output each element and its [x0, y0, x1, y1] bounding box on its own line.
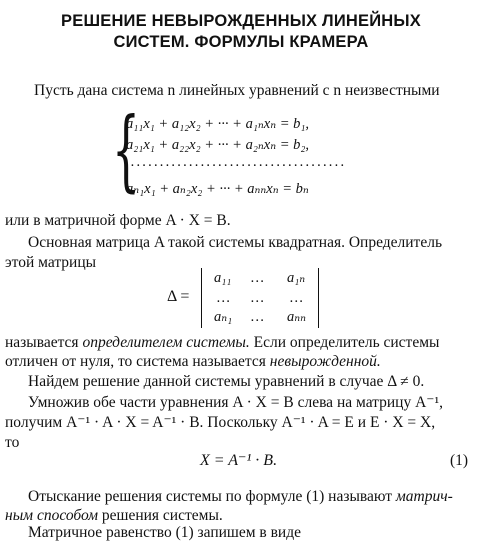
determinant-lhs: Δ = [167, 288, 190, 305]
system-row-1: a₁₁x₁ + a₁₂x₂ + ··· + a₁ₙxₙ = b₁, [126, 116, 310, 132]
determinant-right-bar [318, 268, 319, 328]
matrix-method-line-1: Отыскание решения системы по формуле (1) называют матрич- [28, 488, 453, 505]
title-line-2: СИСТЕМ. ФОРМУЛЫ КРАМЕРА [113, 33, 369, 51]
term-nondegenerate: невырожденной. [269, 353, 381, 370]
basic-matrix-line-2: этой матрицы [5, 254, 97, 271]
det-r1-c1: a₁₁ [214, 270, 232, 286]
matrix-form-text: или в матричной форме A · X = B. [5, 212, 231, 229]
multiply-line-3: то [5, 434, 20, 451]
called-line-1: называется определителем системы. Если определитель системы [5, 334, 440, 351]
multiply-line-2: получим A⁻¹ · A · X = A⁻¹ · B. Поскольку A⁻¹ · A = E и E · X = X, [5, 414, 436, 431]
find-solution-text: Найдем решение данной системы уравнений в случае Δ ≠ 0. [28, 373, 425, 390]
det-r2-c2: … [250, 290, 265, 306]
term-matrix-method-part2: ным способом [5, 507, 99, 524]
det-r3-c2: … [250, 309, 265, 325]
called-line-2: отличен от нуля, то система называется невырожденной. [5, 353, 381, 370]
multiply-line-1: Умножив обе части уравнения A · X = B слева на матрицу A⁻¹, [28, 394, 443, 411]
formula-expression: X = A⁻¹ · B. [200, 452, 278, 469]
det-r3-c3: aₙₙ [287, 309, 307, 325]
det-r2-c1: … [216, 290, 231, 306]
det-r1-c3: a₁ₙ [287, 270, 306, 286]
term-matrix-method-part1: матрич- [395, 488, 453, 505]
det-r2-c3: … [289, 290, 304, 306]
system-dots-row: ····································· [130, 158, 346, 174]
det-r3-c1: aₙ₁ [214, 309, 233, 325]
matrix-method-line-2: ным способом решения системы. [5, 507, 223, 524]
system-row-n: aₙ₁x₁ + aₙ₂x₂ + ··· + aₙₙxₙ = bₙ [126, 181, 309, 197]
basic-matrix-line-1: Основная матрица A такой системы квадратная. Определитель [28, 234, 443, 251]
title-line-1: РЕШЕНИЕ НЕВЫРОЖДЕННЫХ ЛИНЕЙНЫХ [61, 12, 421, 30]
det-r1-c2: … [250, 270, 265, 286]
left-brace: { [112, 98, 140, 201]
last-line: Матричное равенство (1) запишем в виде [28, 524, 301, 541]
determinant-left-bar [201, 268, 202, 328]
system-row-2: a₂₁x₁ + a₂₂x₂ + ··· + a₂ₙxₙ = b₂, [126, 137, 310, 153]
formula-number: (1) [450, 452, 469, 469]
intro-text: Пусть дана система n линейных уравнений с n неизвестными [34, 82, 440, 99]
term-system-determinant: определителем системы. [82, 334, 250, 351]
